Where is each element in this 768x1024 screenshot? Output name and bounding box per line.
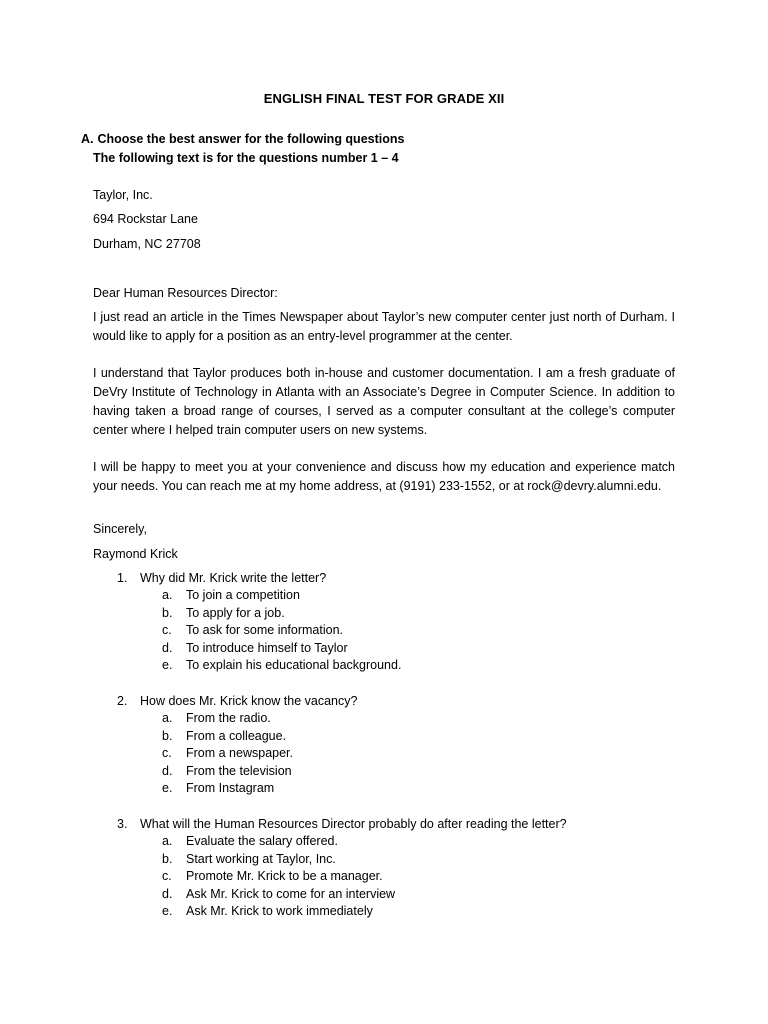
option-text: Ask Mr. Krick to work immediately xyxy=(186,904,373,919)
option-text: To explain his educational background. xyxy=(186,658,402,673)
section-subinstruction: The following text is for the questions number 1 – 4 xyxy=(93,151,399,165)
question-1-options xyxy=(162,587,401,675)
option-text: To introduce himself to Taylor xyxy=(186,640,348,655)
option-text: Start working at Taylor, Inc. xyxy=(186,851,336,866)
letter-closing: Sincerely, xyxy=(93,522,147,536)
page-title: ENGLISH FINAL TEST FOR GRADE XII xyxy=(263,91,505,106)
option-letter: e. xyxy=(162,904,173,919)
option-text: Evaluate the salary offered. xyxy=(186,834,338,848)
option-letter: c. xyxy=(162,869,172,884)
answer-option xyxy=(162,710,293,728)
option-text: To ask for some information. xyxy=(186,623,344,638)
option-letter: e. xyxy=(162,658,173,673)
answer-option xyxy=(162,780,293,798)
question-number: 1. xyxy=(117,571,128,585)
option-text: To apply for a job. xyxy=(186,605,285,620)
section-heading xyxy=(81,130,404,148)
question-number: 2. xyxy=(117,694,128,708)
option-letter: d. xyxy=(162,640,173,655)
question-text: Why did Mr. Krick write the letter? xyxy=(140,571,327,585)
option-letter: c. xyxy=(162,746,172,761)
answer-option xyxy=(162,886,395,904)
option-letter: d. xyxy=(162,763,173,778)
answer-option xyxy=(162,903,395,921)
option-letter: b. xyxy=(162,605,173,620)
option-letter: a. xyxy=(162,834,173,848)
option-text: From the television xyxy=(186,763,292,778)
answer-option xyxy=(162,833,395,851)
letter-paragraph: I understand that Taylor produces both in-house and customer documentation. I am a fresh graduate of DeVry Institute of Technology in Atlanta with an Associate’s Degree in Computer Science. In addition to having taken a broad range of courses, I served as a computer consultant at the college’s computer center where I helped train computer users on new systems. xyxy=(93,366,675,437)
question-3-options xyxy=(162,833,395,921)
answer-option xyxy=(162,728,293,746)
option-letter: b. xyxy=(162,728,173,743)
option-letter: b. xyxy=(162,851,173,866)
option-letter: c. xyxy=(162,623,172,638)
option-text: From a newspaper. xyxy=(186,746,293,761)
address-line: Durham, NC 27708 xyxy=(93,237,201,251)
question-number: 3. xyxy=(117,817,128,831)
answer-option xyxy=(162,851,395,869)
question-1 xyxy=(117,569,677,587)
option-text: From the radio. xyxy=(186,711,271,725)
option-letter: e. xyxy=(162,781,173,796)
answer-option xyxy=(162,657,401,675)
option-letter: a. xyxy=(162,711,173,725)
answer-option xyxy=(162,763,293,781)
address-line: 694 Rockstar Lane xyxy=(93,212,198,226)
question-2-options xyxy=(162,710,293,798)
question-3 xyxy=(117,815,677,833)
letter-paragraph: I will be happy to meet you at your convenience and discuss how my education and experience match your needs. You can reach me at my home address, at (9191) 233-1552, or at rock@devry.alumni.edu. xyxy=(93,460,675,493)
answer-option xyxy=(162,622,401,640)
option-text: Promote Mr. Krick to be a manager. xyxy=(186,869,383,884)
answer-option xyxy=(162,587,401,605)
option-letter: d. xyxy=(162,886,173,901)
section-letter: A. xyxy=(81,132,94,146)
letter-signature: Raymond Krick xyxy=(93,547,178,561)
question-2 xyxy=(117,692,677,710)
answer-option xyxy=(162,745,293,763)
answer-option xyxy=(162,868,395,886)
answer-option xyxy=(162,605,401,623)
option-text: Ask Mr. Krick to come for an interview xyxy=(186,886,396,901)
option-text: From Instagram xyxy=(186,781,275,796)
question-text: What will the Human Resources Director probably do after reading the letter? xyxy=(140,817,567,831)
option-text: From a colleague. xyxy=(186,728,287,743)
letter-salutation: Dear Human Resources Director: xyxy=(93,286,278,300)
answer-option xyxy=(162,640,401,658)
question-text: How does Mr. Krick know the vacancy? xyxy=(140,694,358,708)
option-text: To join a competition xyxy=(186,588,300,602)
letter-paragraph: I just read an article in the Times Newspaper about Taylor’s new computer center just north of Durham. I would like to apply for a position as an entry-level programmer at the center. xyxy=(93,310,675,343)
address-line: Taylor, Inc. xyxy=(93,188,153,202)
section-instruction: Choose the best answer for the following questions xyxy=(97,132,405,146)
option-letter: a. xyxy=(162,588,173,602)
